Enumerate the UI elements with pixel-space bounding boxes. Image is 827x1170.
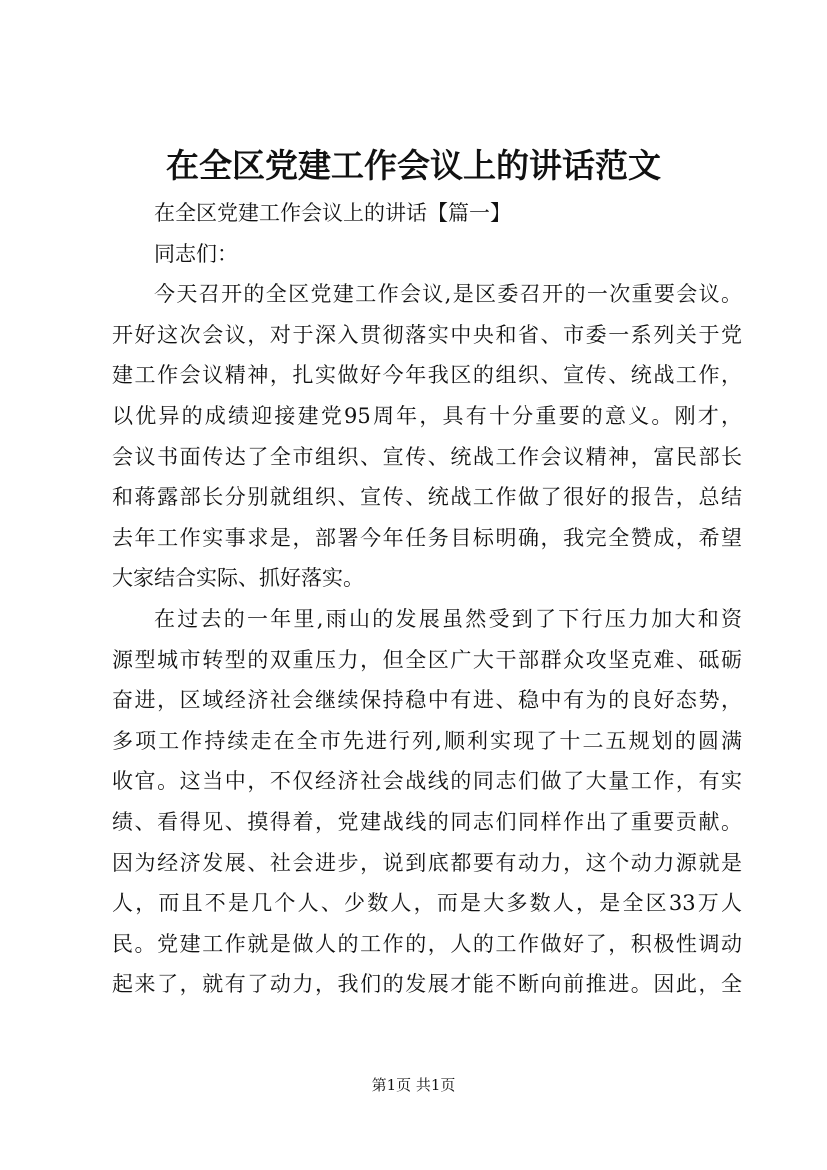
paragraph-line: 起来了，就有了动力，我们的发展才能不断向前推进。因此，全 bbox=[112, 972, 742, 997]
paragraph-line: 开好这次会议，对于深入贯彻落实中央和省、市委一系列关于党 bbox=[112, 322, 742, 347]
paragraph-line: 多项工作持续走在全市先进行列,顺利实现了十二五规划的圆满 bbox=[112, 728, 742, 753]
paragraph-line: 因为经济发展、社会进步，说到底都要有动力，这个动力源就是 bbox=[112, 850, 742, 875]
paragraph-line: 和蒋露部长分别就组织、宣传、统战工作做了很好的报告，总结 bbox=[112, 485, 742, 510]
document-title: 在全区党建工作会议上的讲话范文 bbox=[166, 146, 661, 185]
paragraph-line: 建工作会议精神，扎实做好今年我区的组织、宣传、统战工作， bbox=[112, 363, 742, 388]
paragraph-line: 大家结合实际、抓好落实。 bbox=[112, 566, 364, 591]
paragraph-line: 收官。这当中，不仅经济社会战线的同志们做了大量工作，有实 bbox=[112, 769, 742, 794]
page-number-footer: 第1页 共1页 bbox=[371, 1076, 456, 1094]
paragraph-line: 民。党建工作就是做人的工作的，人的工作做好了，积极性调动 bbox=[112, 931, 742, 956]
paragraph-line: 会议书面传达了全市组织、宣传、统战工作会议精神，富民部长 bbox=[112, 444, 742, 469]
paragraph-line: 以优异的成绩迎接建党95周年，具有十分重要的意义。刚才， bbox=[112, 403, 742, 428]
paragraph-line: 在过去的一年里,雨山的发展虽然受到了下行压力加大和资 bbox=[154, 606, 742, 631]
paragraph-line: 人，而且不是几个人、少数人，而是大多数人，是全区33万人 bbox=[112, 891, 742, 916]
paragraph-line: 源型城市转型的双重压力，但全区广大干部群众攻坚克难、砥砺 bbox=[112, 647, 742, 672]
salutation: 同志们： bbox=[154, 241, 238, 266]
section-heading: 在全区党建工作会议上的讲话【篇一】 bbox=[154, 201, 511, 225]
paragraph-line: 奋进，区域经济社会继续保持稳中有进、稳中有为的良好态势， bbox=[112, 688, 742, 713]
document-body bbox=[112, 193, 742, 1005]
paragraph-line: 绩、看得见、摸得着，党建战线的同志们同样作出了重要贡献。 bbox=[112, 809, 742, 834]
paragraph-line: 去年工作实事求是，部署今年任务目标明确，我完全赞成，希望 bbox=[112, 525, 742, 550]
paragraph-line: 今天召开的全区党建工作会议,是区委召开的一次重要会议。 bbox=[154, 282, 742, 307]
